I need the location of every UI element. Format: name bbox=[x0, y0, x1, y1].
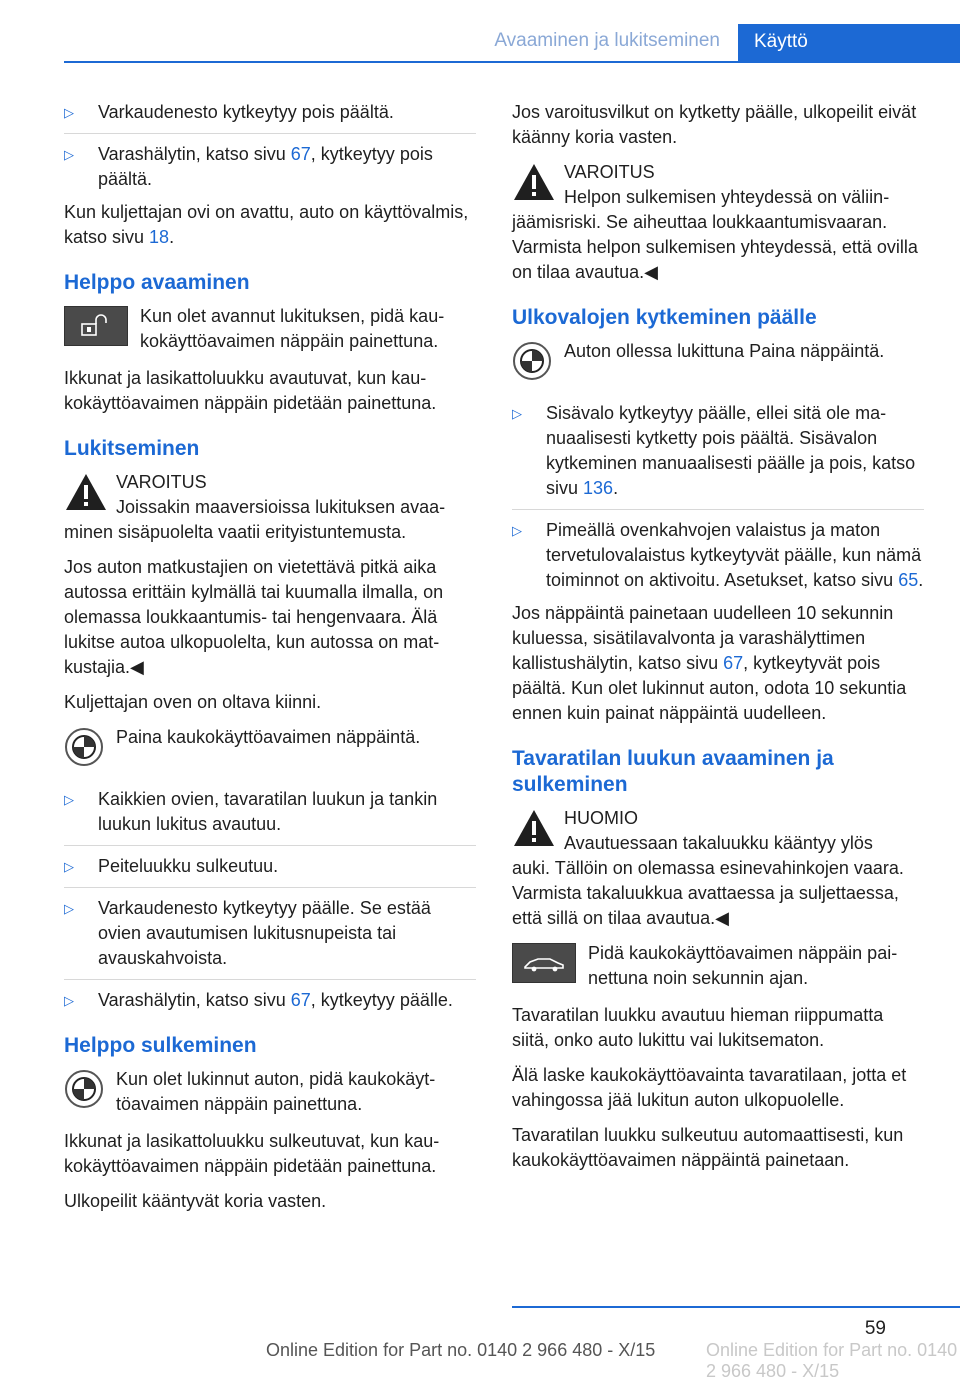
bullet-triangle-icon: ▷ bbox=[64, 859, 74, 874]
left-column bbox=[64, 100, 476, 1224]
list-item: ▷ Sisävalo kytkeytyy päälle, ellei sitä ole manuaalisesti kytketty pois päältä. Sisävalon kytkeminen manuaalisesti päälle ja pois, katso sivu 136. bbox=[512, 401, 924, 510]
bullet-triangle-icon: ▷ bbox=[512, 406, 522, 421]
bmw-key-button-icon bbox=[512, 341, 552, 388]
warning-triangle-icon bbox=[512, 162, 556, 209]
page-link[interactable]: 136 bbox=[583, 478, 614, 498]
paragraph: Ikkunat ja lasikattoluukku sulkeutuvat, kun kaukokäyttöavaimen näppäin pidetään painettuna. bbox=[64, 1131, 440, 1176]
list-item: ▷ Kaikkien ovien, tavaratilan luukun ja tankin luukun lukitus avautuu. bbox=[64, 787, 476, 846]
warning-title: VAROITUS bbox=[116, 472, 207, 492]
header-rule bbox=[64, 61, 960, 63]
icon-paragraph: Kun olet avannut lukituksen, pidä kaukokäyttöavaimen näppäin painettuna. bbox=[64, 304, 476, 354]
list-item: ▷ Varkaudenesto kytkeytyy pois päältä. bbox=[64, 100, 476, 134]
footer-rule bbox=[512, 1306, 960, 1308]
bullet-triangle-icon: ▷ bbox=[64, 105, 74, 120]
list-item: ▷ Varashälytin, katso sivu 67, kytkeytyy pois päältä. bbox=[64, 144, 433, 189]
warning-triangle-icon bbox=[512, 808, 556, 855]
paragraph: Kuljettajan oven on oltava kiinni. bbox=[64, 692, 322, 712]
warning-block: VAROITUS Joissakin maaversioissa lukituksen avaa- minen sisäpuolelta vaatii erityistuntemusta. bbox=[64, 470, 476, 545]
paragraph: Tavaratilan luukku avautuu hieman riippumatta siitä, onko auto lukittu vai lukitsematon. bbox=[512, 1005, 884, 1050]
trunk-button-icon bbox=[512, 943, 576, 983]
list-item: ▷ Varkaudenesto kytkeytyy päälle. Se estää ovien avautumisen lukitusnupeista tai avauskahvoista. bbox=[64, 896, 476, 980]
edition-note: Online Edition for Part no. 0140 2 966 480 - X/15 bbox=[266, 1340, 656, 1360]
heading-trunk: Tavaratilan luukun avaaminen ja sulkeminen bbox=[512, 747, 834, 796]
bullet-triangle-icon: ▷ bbox=[512, 523, 522, 538]
icon-paragraph: Paina kaukokäyttöavaimen näppäintä. bbox=[64, 725, 476, 775]
right-column bbox=[512, 100, 924, 1183]
heading-easy-open: Helppo avaaminen bbox=[64, 271, 250, 294]
note-block: HUOMIO Avautuessaan takaluukku kääntyy ylös auki. Tällöin on olemassa esinevahinkojen vaara. Varmista takaluukkua avattaessa ja suljettaessa, että sillä on tilaa avautua.◀ bbox=[512, 806, 924, 931]
unlock-button-icon bbox=[64, 306, 128, 346]
running-header-section: Avaaminen ja lukitseminen bbox=[494, 30, 720, 51]
paragraph: Kun kuljettajan ovi on avattu, auto on käyttövalmis, katso sivu 18. bbox=[64, 202, 469, 247]
page-link[interactable]: 65 bbox=[898, 570, 919, 590]
bullet-triangle-icon: ▷ bbox=[64, 993, 74, 1008]
paragraph: Jos näppäintä painetaan uudelleen 10 sekunnin kuluessa, sisätilavalvonta ja varashälyttimen kallistushälytin, katso sivu 67, kytkeytyvät pois päältä. Kun olet lukinnut auton, odota 10 sekuntia ennen kuin painat näppäintä uudelleen. bbox=[512, 603, 907, 723]
bmw-key-button-icon bbox=[64, 727, 104, 774]
bmw-key-button-icon bbox=[64, 1069, 104, 1116]
list-item: ▷ Varashälytin, katso sivu 67, kytkeytyy päälle. bbox=[64, 988, 476, 1013]
warning-triangle-icon bbox=[64, 472, 108, 519]
bullet-triangle-icon: ▷ bbox=[64, 147, 74, 162]
paragraph: Ulkopeilit kääntyvät koria vasten. bbox=[64, 1191, 327, 1211]
icon-paragraph: Auton ollessa lukittuna Paina näppäintä. bbox=[512, 339, 924, 389]
paragraph: Jos varoitusvilkut on kytketty päälle, ulkopeilit eivät käänny koria vasten. bbox=[512, 102, 917, 147]
page-link[interactable]: 18 bbox=[149, 227, 170, 247]
warning-block: VAROITUS Helpon sulkemisen yhteydessä on väliin- jäämisriski. Se aiheuttaa loukkaantumisvaaran. Varmista helpon sulkemisen yhteydessä, että ovilla on tilaa avautua.◀ bbox=[512, 160, 924, 285]
icon-paragraph: Pidä kaukokäyttöavaimen näppäin painettuna noin sekunnin ajan. bbox=[512, 941, 924, 991]
bullet-triangle-icon: ▷ bbox=[64, 792, 74, 807]
note-title: HUOMIO bbox=[564, 808, 638, 828]
bullet-triangle-icon: ▷ bbox=[64, 901, 74, 916]
page-link[interactable]: 67 bbox=[290, 990, 311, 1010]
page-link[interactable]: 67 bbox=[290, 144, 311, 164]
watermark: Online Edition for Part no. 0140 2 966 480 - X/15 bbox=[706, 1340, 958, 1381]
warning-title: VAROITUS bbox=[564, 162, 655, 182]
heading-exterior-lights: Ulkovalojen kytkeminen päälle bbox=[512, 306, 817, 329]
paragraph: Älä laske kaukokäyttöavainta tavaratilaan, jotta et vahingossa jää lukitun auton ulkopuolelle. bbox=[512, 1065, 907, 1110]
page-number: 59 bbox=[864, 1318, 886, 1339]
page-link[interactable]: 67 bbox=[723, 653, 744, 673]
paragraph: Jos auton matkustajien on vietettävä pitkä aika autossa erittäin kylmällä tai kuumalla ilmalla, on olemassa loukkaantumis- tai hengenvaara. Älä lukitse autoa ulkopuolelta, kun autossa on matkustajia.◀ bbox=[64, 557, 444, 677]
list-item: ▷ Peiteluukku sulkeutuu. bbox=[64, 854, 476, 888]
heading-easy-close: Helppo sulkeminen bbox=[64, 1034, 257, 1057]
paragraph: Tavaratilan luukku sulkeutuu automaattisesti, kun kaukokäyttöavaimen näppäintä painetaan. bbox=[512, 1125, 904, 1170]
icon-paragraph: Kun olet lukinnut auton, pidä kaukokäyttöavaimen näppäin painettuna. bbox=[64, 1067, 476, 1117]
running-header-chapter: Käyttö bbox=[738, 24, 960, 62]
list-item: ▷ Pimeällä ovenkahvojen valaistus ja maton tervetulovalaistus kytkeytyvät päälle, kun nämä toiminnot on aktivoitu. Asetukset, katso sivu 65. bbox=[512, 520, 924, 590]
paragraph: Ikkunat ja lasikattoluukku avautuvat, kun kaukokäyttöavaimen näppäin pidetään painettuna. bbox=[64, 368, 437, 413]
heading-locking: Lukitseminen bbox=[64, 437, 200, 460]
